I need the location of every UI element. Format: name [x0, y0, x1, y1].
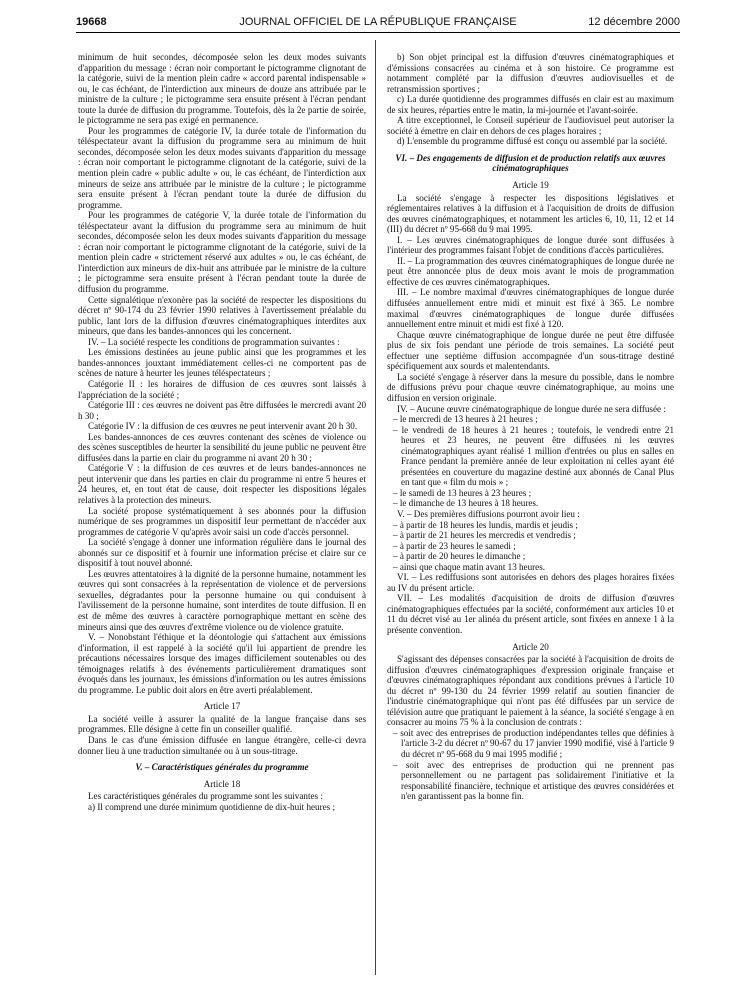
paragraph: II. – La programmation des œuvres cinématographiques de longue durée ne peut être annoncée plus de deux mois avant le mois de programmation effective de ces œuvres cinématographiques. [387, 255, 674, 287]
list-item: – à partir de 23 heures le samedi ; [393, 540, 516, 551]
list-item: – le samedi de 13 heures à 23 heures ; [393, 487, 532, 498]
paragraph: Les bandes-annonces de ces œuvres contenant des scènes de violence ou des scènes susceptibles de heurter la sensibilité du jeune public ne peuvent être diffusées dans la partie en clair du programme ni avant 20 h 30 ; [78, 431, 366, 463]
paragraph: I. – Les œuvres cinématographiques de longue durée sont diffusées à l'intérieur des programmes faisant l'objet de conditions d'accès particulières. [387, 234, 674, 256]
paragraph: IV. – La société respecte les conditions de programmation suivantes : [88, 336, 340, 347]
paragraph: A titre exceptionnel, le Conseil supérieur de l'audiovisuel peut autoriser la société à émettre en clair en dehors de ces plages horaires ; [387, 115, 674, 136]
paragraph: Catégorie II : les horaires de diffusion de ces œuvres sont laissés à l'appréciation de la société ; [78, 378, 366, 400]
paragraph: VI. – Les rediffusions sont autorisées en dehors des plages horaires fixées au IV du présent article. [387, 572, 674, 593]
publication-date: 12 décembre 2000 [588, 16, 680, 28]
paragraph: d) L'ensemble du programme diffusé est conçu ou assemblé par la société. [397, 136, 668, 147]
article-20-title: Article 20 [512, 641, 549, 652]
list-item: – à partir de 20 heures le dimanche ; [393, 551, 526, 562]
paragraph: Les œuvres attentatoires à la dignité de la personne humaine, notamment les œuvres qui sont consacrées à la représentation de violence et de perversions sexuelles, dégradantes pour la personne humaine ou qui conduisent à l'avilissement de la personne humaine, sont interdites de toute diffusion. Il en est de même des œuvres à caractère pornographique mettant en scène des mineurs ainsi que des œuvres d'extrême violence ou de violence gratuite. [78, 568, 366, 632]
article-18-title: Article 18 [203, 778, 241, 789]
paragraph: Pour les programmes de catégorie IV, la durée totale de l'information du téléspectateur avant la diffusion du programme sera au minimum de huit secondes, décomposée selon les deux modes suivants d'apparition du message : écran noir comportant le pictogramme clignotant de la catégorie, suivi de la mention plein cadre « public adulte » ou, le cas échéant, de l'interdiction aux mineurs de seize ans attribuée par le ministre de la culture ; le pictogramme sera ensuite présent à l'écran pendant toute la durée de diffusion du programme. [78, 125, 366, 210]
list-item: – ainsi que chaque matin avant 13 heures. [393, 561, 546, 572]
paragraph: IV. – Aucune œuvre cinématographique de longue durée ne sera diffusée : [397, 403, 666, 414]
list-item: – le mercredi de 13 heures à 21 heures ; [393, 414, 538, 425]
list-item: – soit avec des entreprises de production qui ne prennent pas personnellement ou ne partagent pas solidairement l'initiative et la responsabilité financière, technique et artistique des œuvres considérées et n'en garantissent pas la bonne fin. [393, 759, 674, 802]
paragraph: Catégorie III : ces œuvres ne doivent pas être diffusées le mercredi avant 20 h 30 ; [78, 400, 366, 421]
paragraph: Les émissions destinées au jeune public ainsi que les programmes et les bandes-annonces jouxtant immédiatement celles-ci ne comportent pas de scènes de nature à heurter les jeunes téléspectateurs ; [78, 347, 366, 379]
paragraph: III. – Le nombre maximal d'œuvres cinématographiques de longue durée diffusées annuellement entre midi et minuit est fixé à 365. Le nombre maximal d'œuvres cinématographiques de longue durée diffusées annuellement entre minuit et midi est fixé à 120. [387, 287, 674, 330]
section-vi-title: VI. – Des engagements de diffusion et de production relatifs aux œuvres cinématographiques [395, 152, 666, 174]
list-item: – le vendredi de 18 heures à 21 heures ; toutefois, le vendredi entre 21 heures et 23 heures, ne peuvent être diffusées ni les œuvres cinématographiques ayant réalisé 1 million d'entrées ou plus en salles en France pendant la première année de leur exploitation ni celles ayant été présentées en couverture du magazine destiné aux abonnés de Canal Plus en tant que « film du mois » ; [393, 424, 674, 488]
paragraph: Les caractéristiques générales du programme sont les suivantes : [88, 791, 323, 802]
list-item: – soit avec des entreprises de production indépendantes telles que définies à l'article 3-2 du décret nº 90-67 du 17 janvier 1990 modifié, visé à l'article 9 du décret nº 95-668 du 9 mai 1995 modifié ; [393, 727, 675, 759]
paragraph: Catégorie IV : la diffusion de ces œuvres ne peut intervenir avant 20 h 30. [88, 421, 358, 432]
paragraph: Catégorie V : la diffusion de ces œuvres et de leurs bandes-annonces ne peut intervenir que dans les parties en clair du programme ni entre 5 heures et 24 heures, et, en tout état de cause, doit respecter les dispositions légales relatives à la protection des mineurs. [78, 463, 366, 505]
paragraph: La société veille à assurer la qualité de la langue française dans ses programmes. Elle désigne à cette fin un conseiller qualifié. [78, 713, 366, 735]
paragraph: minimum de huit secondes, décomposée selon les deux modes suivants d'apparition du message : écran noir comportant le pictogramme clignotant de la catégorie, suivi de la mention plein cadre « accord parental indispensable » ou, le cas échéant, de l'interdiction aux mineurs de douze ans attribuée par le ministre de la culture ; le pictogramme sera ensuite présent à l'écran pendant toute la durée de diffusion du programme. Toutefois, dès la 2e partie de soirée, le pictogramme ne sera pas exigé en permanence. [78, 52, 366, 126]
page-header [76, 16, 680, 32]
list-item: – le dimanche de 13 heures à 18 heures. [393, 498, 539, 509]
paragraph: Cette signalétique n'exonère pas la société de respecter les dispositions du décret nº 90-174 du 23 février 1990 relatives à l'avertissement préalable du public, lant lors de la diffusion d'œuvres cinématographiques interdites aux mineurs, que dans les bandes-annonces qui les concernent. [78, 294, 366, 337]
article-17-title: Article 17 [203, 701, 241, 712]
paragraph: V. – Nonobstant l'éthique et la déontologie qui s'attachent aux émissions d'information, il est rappelé à la société qu'il lui appartient de prendre les précautions nécessaires lorsque des images difficilement soutenables ou des témoignages relatifs à des événements particulièrement dramatiques sont évoqués dans les journaux, les émissions d'information ou les autres émissions du programme. Le public doit alors en être averti préalablement. [78, 632, 366, 695]
paragraph: V. – Des premières diffusions pourront avoir lieu : [397, 508, 580, 519]
paragraph: c) La durée quotidienne des programmes diffusés en clair est au maximum de six heures, réparties entre le matin, la mi-journée et l'avant-soirée. [387, 94, 674, 115]
paragraph: Chaque œuvre cinématographique de longue durée ne peut être diffusée plus de six fois pendant une période de trois semaines. La société peut effectuer une septième diffusion accompagnée d'un sous-titrage destiné spécifiquement aux sourds et malentendants. [387, 329, 674, 372]
page-number: 19668 [76, 16, 107, 28]
header-rule [76, 32, 680, 33]
right-column [387, 52, 674, 802]
left-column [78, 52, 366, 812]
paragraph: Pour les programmes de catégorie V, la durée totale de l'information du téléspectateur avant la diffusion du programme sera au minimum de huit secondes, décomposée selon les deux modes suivants d'apparition du message : écran noir comportant le pictogramme clignotant de la catégorie, suivi de la mention plein cadre « strictement réservé aux adultes » ou, le cas échéant, de l'interdiction aux mineurs de dix-huit ans attribuée par le ministre de la culture ; le pictogramme sera ensuite présent à l'écran pendant toute la durée de diffusion du programme. [78, 210, 366, 295]
paragraph: S'agissant des dépenses consacrées par la société à l'acquisition de droits de diffusion d'œuvres cinématographiques d'expression originale française et d'œuvres cinématographiques répondant aux conditions prévues à l'article 10 du décret nº 99-130 du 24 février 1999 relatif au soutien financier de l'industrie cinématographique qui n'ont pas été diffusées par un service de télévision autre que pratiquant le paiement à la séance, la société s'engage à en consacrer au moins 75 % à la conclusion de contrats : [387, 654, 674, 728]
list-item: – à partir de 18 heures les lundis, mardis et jeudis ; [393, 519, 578, 530]
journal-title: JOURNAL OFFICIEL DE LA RÉPUBLIQUE FRANÇAISE [239, 16, 517, 28]
paragraph: b) Son objet principal est la diffusion d'œuvres cinématographiques et d'émissions consacrées au cinéma et à son histoire. Ce programme est notamment complété par la diffusion d'œuvres audiovisuelles et de retransmission sportives ; [387, 52, 674, 94]
section-v-title: V. – Caractéristiques générales du programme [135, 762, 309, 773]
paragraph: Dans le cas d'une émission diffusée en langue étrangère, celle-ci devra donner lieu à une traduction simultanée ou à un sous-titrage. [78, 735, 366, 756]
paragraph: La société s'engage à donner une information régulière dans le journal des abonnés sur ce dispositif et à fournir une information précise et claire sur ce dispositif à tout nouvel abonné. [78, 537, 366, 569]
paragraph: La société s'engage à respecter les dispositions législatives et réglementaires relatives à la diffusion et à l'acquisition de droits de diffusion des œuvres cinématographiques, et notamment les articles 6, 10, 11, 12 et 14 (III) du décret nº 95-668 du 9 mai 1995. [387, 192, 674, 235]
list-item: – à partir de 21 heures les mercredis et vendredis ; [393, 530, 576, 541]
paragraph: La société propose systématiquement à ses abonnés pour la diffusion numérique de ses programmes un dispositif leur permettant de n'accéder aux programmes de catégorie V qu'après avoir saisi un code d'accès personnel. [78, 505, 366, 537]
column-separator [375, 40, 376, 975]
article-19-title: Article 19 [512, 180, 549, 191]
paragraph: a) Il comprend une durée minimum quotidienne de dix-huit heures ; [88, 801, 335, 812]
paragraph: VII. – Les modalités d'acquisition de droits de diffusion d'œuvres cinématographiques effectuées par la société, conformément aux articles 10 et 11 du décret visé au 1er alinéa du présent article, sont fixées en annexe 1 à la présente convention. [387, 593, 674, 635]
paragraph: La société s'engage à réserver dans la mesure du possible, dans le nombre de diffusions prévu pour chaque œuvre cinématographique, au moins une diffusion en version originale. [387, 371, 674, 403]
